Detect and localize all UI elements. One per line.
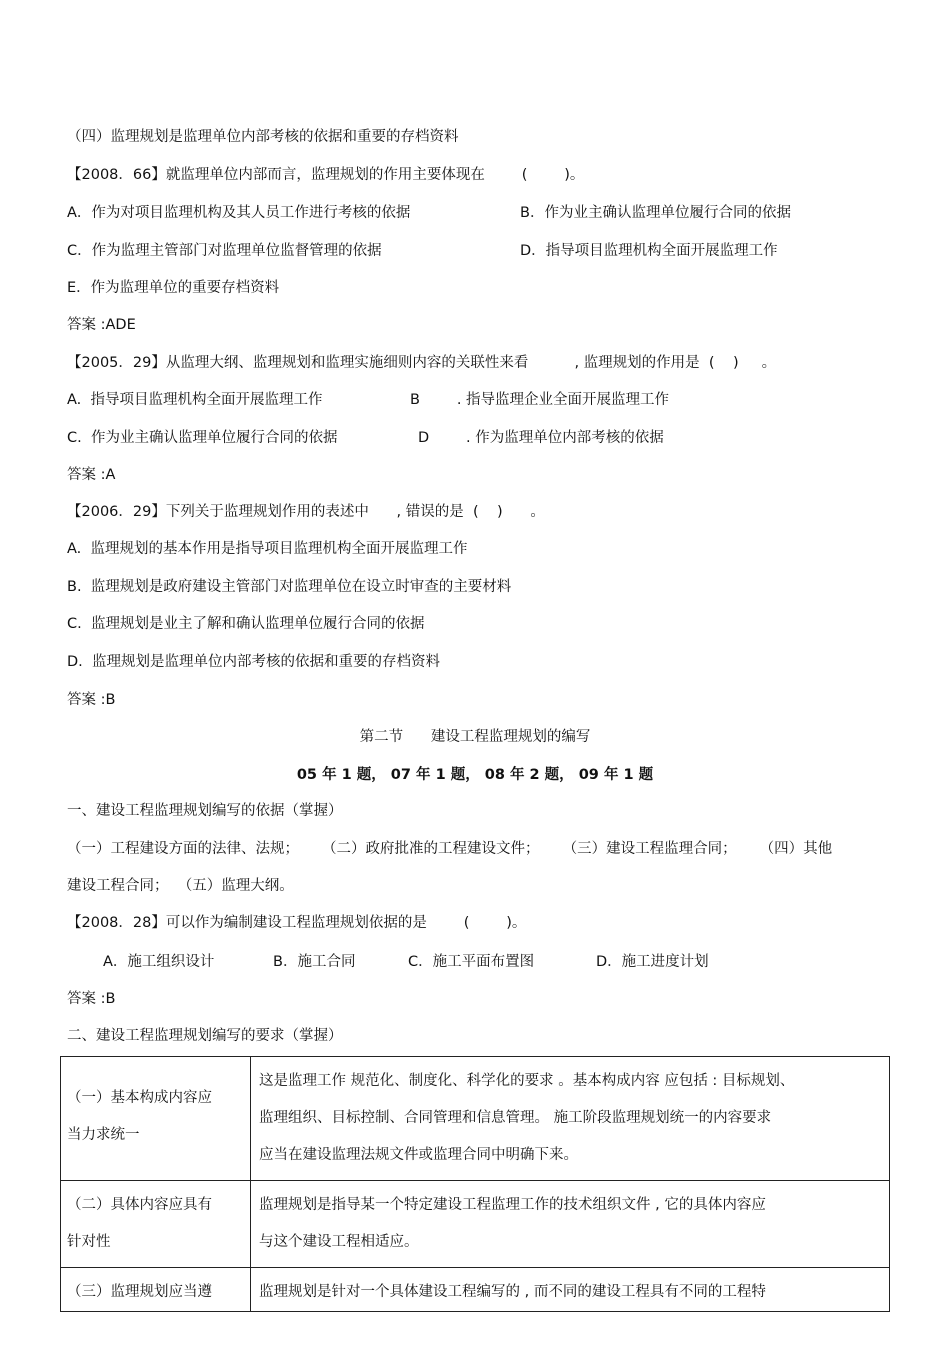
option-b: B．施工合同 — [273, 954, 356, 970]
option-e: E．作为监理单位的重要存档资料 — [67, 280, 280, 296]
heading: 一、建设工程监理规划编写的依据（掌握） — [67, 803, 343, 819]
cell-text: 这是监理工作 规范化、制度化、科学化的要求 。基本构成内容 应包括 : 目标规划、 — [259, 1073, 795, 1089]
answer: 答案 :B — [67, 692, 116, 708]
heading: 二、建设工程监理规划编写的要求（掌握） — [67, 1028, 343, 1044]
table-cell-head — [61, 1181, 251, 1268]
question-stem: 【2005．29】从监理大纲、监理规划和监理实施细则内容的关联性来看 , 监理规划的作用是 ( ) 。 — [67, 355, 777, 371]
cell-text: （二）具体内容应具有 — [67, 1197, 212, 1213]
cell-text: 与这个建设工程相适应。 — [259, 1234, 419, 1250]
table-cell-head — [61, 1057, 251, 1181]
answer: 答案 :ADE — [67, 317, 136, 333]
table-cell-body — [251, 1181, 890, 1268]
option-d: D. 监理规划是监理单位内部考核的依据和重要的存档资料 — [67, 654, 440, 670]
table-cell-body — [251, 1268, 890, 1312]
section-stats: 05 年 1 题， 07 年 1 题， 08 年 2 题， 09 年 1 题 — [296, 767, 654, 783]
option-d: D．指导项目监理机构全面开展监理工作 — [520, 243, 778, 259]
paragraph-line: （一）工程建设方面的法律、法规； （二）政府批准的工程建设文件； （三）建设工程监理合同； （四）其他 — [67, 841, 833, 857]
table-row — [61, 1181, 890, 1268]
option-b: B．作为业主确认监理单位履行合同的依据 — [520, 205, 791, 221]
table-cell-body — [251, 1057, 890, 1181]
option-b: B . 指导监理企业全面开展监理工作 — [410, 392, 670, 408]
option-d: D．施工进度计划 — [596, 954, 709, 970]
question-stem: 【2008．28】可以作为编制建设工程监理规划依据的是 ( )。 — [67, 915, 527, 931]
table-cell-head — [61, 1268, 251, 1312]
option-d: D . 作为监理单位内部考核的依据 — [418, 430, 664, 446]
option-a: A．施工组织设计 — [103, 954, 215, 970]
answer: 答案 :A — [67, 467, 116, 483]
table-row — [61, 1268, 890, 1312]
section-title: 第二节 建设工程监理规划的编写 — [359, 729, 591, 745]
paragraph-line: （四）监理规划是监理单位内部考核的依据和重要的存档资料 — [67, 129, 459, 145]
cell-text: 监理规划是指导某一个特定建设工程监理工作的技术组织文件 , 它的具体内容应 — [259, 1197, 766, 1213]
option-a: A. 监理规划的基本作用是指导项目监理机构全面开展监理工作 — [67, 541, 468, 557]
option-b: B. 监理规划是政府建设主管部门对监理单位在设立时审查的主要材料 — [67, 579, 512, 595]
option-c: C. 作为业主确认监理单位履行合同的依据 — [67, 430, 338, 446]
paragraph-line: 建设工程合同； （五）监理大纲。 — [67, 878, 294, 894]
question-stem: 【2008．66】就监理单位内部而言，监理规划的作用主要体现在 ( )。 — [67, 167, 585, 183]
question-stem: 【2006．29】下列关于监理规划作用的表述中 , 错误的是 ( ) 。 — [67, 504, 545, 520]
cell-text: （三）监理规划应当遵 — [67, 1284, 212, 1300]
option-a: A．作为对项目监理机构及其人员工作进行考核的依据 — [67, 205, 411, 221]
table-row — [61, 1057, 890, 1181]
cell-text: （一）基本构成内容应 — [67, 1090, 212, 1106]
option-a: A. 指导项目监理机构全面开展监理工作 — [67, 392, 323, 408]
option-c: C．施工平面布置图 — [408, 954, 535, 970]
option-c: C．作为监理主管部门对监理单位监督管理的依据 — [67, 243, 382, 259]
cell-text: 监理组织、目标控制、合同管理和信息管理。 施工阶段监理规划统一的内容要求 — [259, 1110, 772, 1126]
cell-text: 监理规划是针对一个具体建设工程编写的 , 而不同的建设工程具有不同的工程特 — [259, 1284, 766, 1300]
option-c: C. 监理规划是业主了解和确认监理单位履行合同的依据 — [67, 616, 425, 632]
requirements-table — [60, 1056, 890, 1312]
cell-text: 针对性 — [67, 1234, 111, 1250]
cell-text: 当力求统一 — [67, 1127, 140, 1143]
cell-text: 应当在建设监理法规文件或监理合同中明确下来。 — [259, 1147, 578, 1163]
answer: 答案 :B — [67, 991, 116, 1007]
